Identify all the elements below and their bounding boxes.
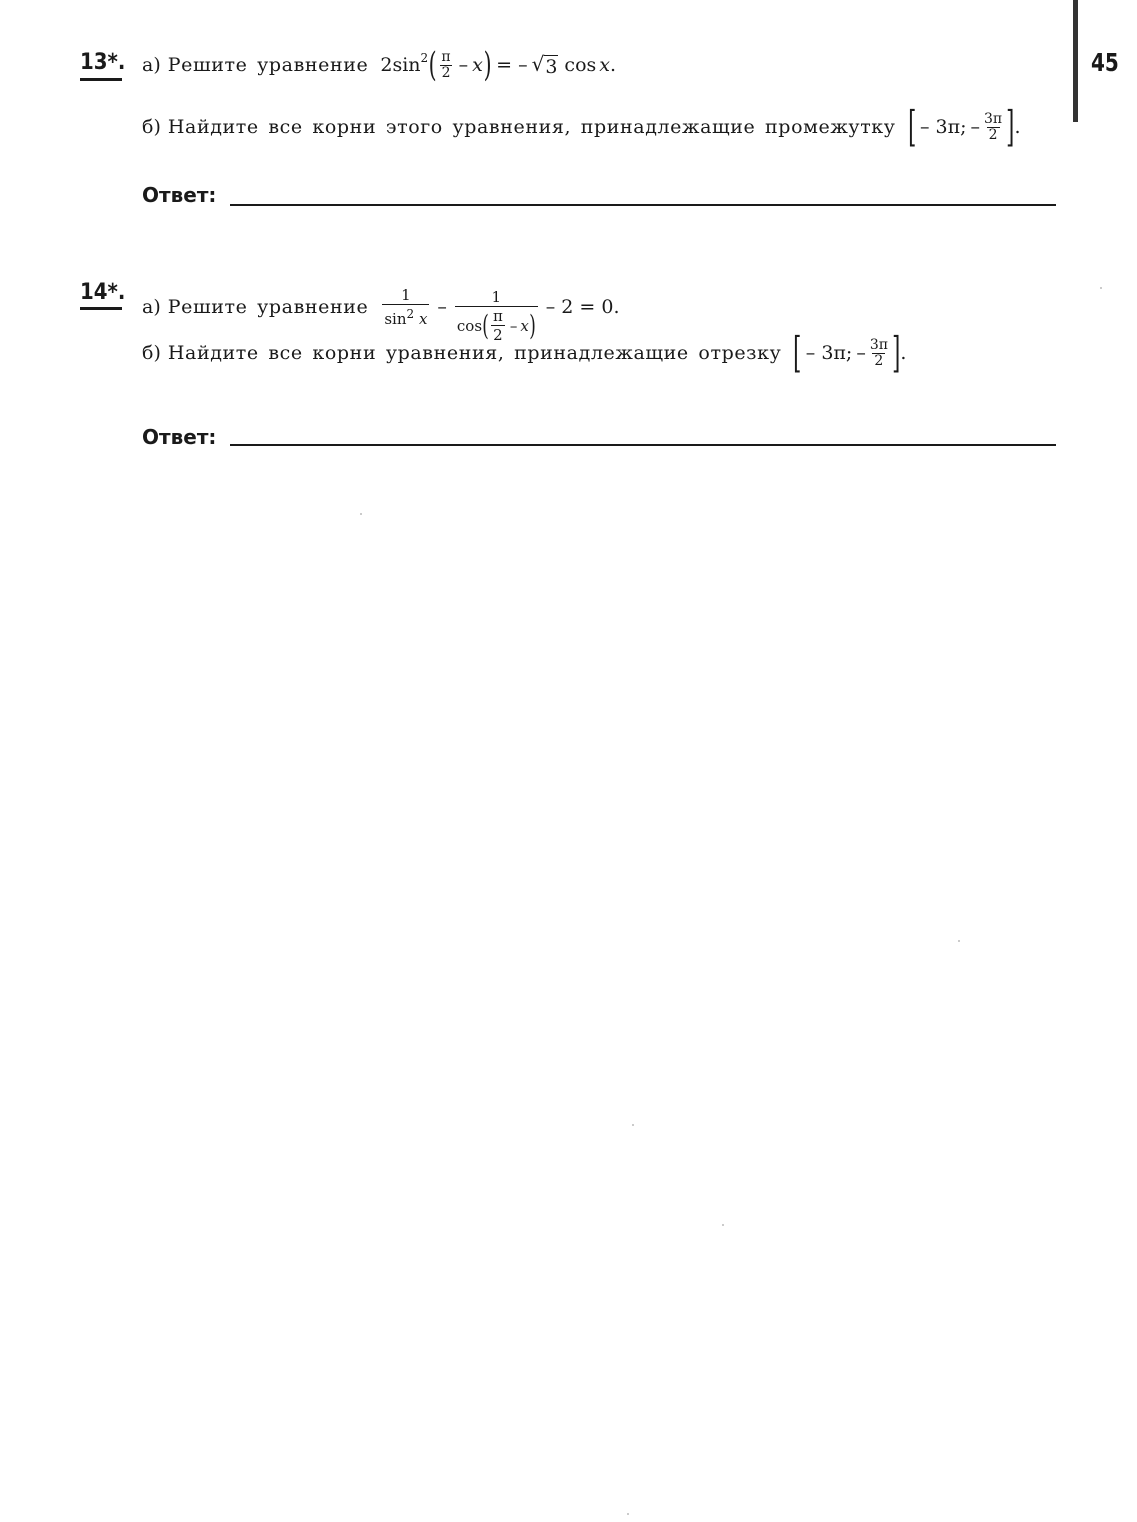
cos-function: cos [564, 54, 597, 76]
denominator [382, 304, 429, 328]
part-label: а) [142, 54, 161, 76]
minus-sign: – [970, 116, 980, 138]
numerator: π [492, 307, 503, 325]
answer-label: Ответ: [142, 183, 217, 207]
variable-x: x [520, 316, 529, 335]
scan-speck [722, 1224, 724, 1226]
right-paren: ) [483, 45, 492, 85]
part-label: б) [142, 342, 161, 364]
scan-speck [1100, 287, 1102, 289]
task-13-part-b [142, 102, 1021, 151]
task-number: 13*. [80, 50, 126, 75]
eq-exponent: 2 [420, 51, 429, 65]
part-label: б) [142, 116, 161, 138]
variable-x: x [599, 54, 610, 76]
part-text: Решите уравнение [167, 296, 369, 318]
left-bracket: [ [793, 328, 802, 377]
numerator: 3π [983, 110, 1003, 127]
eq-lead: 2sin [380, 54, 421, 76]
left-bracket: [ [907, 102, 916, 151]
numerator: 1 [491, 288, 502, 306]
minus-sign: – [437, 296, 447, 318]
scan-speck [958, 940, 960, 942]
numerator: 1 [401, 286, 411, 304]
denominator: 2 [874, 352, 884, 369]
page-number: 45 [1091, 48, 1119, 77]
fraction-pi-over-2 [439, 50, 452, 81]
answer-label: Ответ: [142, 425, 217, 449]
equals-minus: = – [496, 54, 528, 76]
task-number: 14*. [80, 280, 126, 305]
interval-left: – 3π; [805, 342, 853, 364]
left-paren: ( [428, 45, 437, 85]
page-edge-rule [1073, 0, 1078, 122]
period: . [609, 54, 617, 76]
denominator: 2 [493, 326, 503, 344]
numerator: π [441, 48, 451, 65]
right-bracket: ] [1006, 102, 1015, 151]
interval-13 [907, 102, 1021, 151]
sqrt-3 [532, 52, 559, 78]
interval-left: – 3π; [919, 116, 967, 138]
numerator: 3π [869, 336, 888, 353]
denominator: 2 [988, 126, 998, 143]
minus-sign: – [509, 316, 518, 335]
variable-x: x [418, 310, 428, 328]
period: . [900, 342, 907, 364]
task-number-underline [80, 78, 122, 81]
task-13-part-a [142, 45, 617, 85]
right-paren: ) [529, 308, 536, 342]
part-label: а) [142, 296, 161, 318]
equation-13 [380, 45, 617, 85]
part-text: Найдите все корни этого уравнения, принадлежащие промежутку [167, 116, 896, 138]
variable-x: x [472, 54, 483, 76]
fraction-3pi-over-2 [868, 338, 890, 369]
fraction-1-over-sin2x [382, 286, 429, 328]
scan-speck [632, 1124, 634, 1126]
scan-speck [360, 513, 362, 515]
minus-sign: – [856, 342, 866, 364]
part-text: Решите уравнение [167, 54, 369, 76]
task-number-underline [80, 307, 122, 310]
denominator: 2 [441, 64, 451, 81]
equation-tail: – 2 = 0. [545, 296, 620, 318]
left-paren: ( [482, 308, 489, 342]
answer-line[interactable] [230, 444, 1056, 446]
minus-sign: – [458, 54, 469, 76]
exponent: 2 [406, 307, 415, 321]
interval-14 [793, 328, 907, 377]
answer-line[interactable] [230, 204, 1056, 206]
sqrt-symbol: √ [531, 52, 545, 76]
cos-function: cos [456, 316, 483, 335]
period: . [1014, 116, 1021, 138]
fraction-3pi-over-2 [982, 112, 1004, 143]
right-bracket: ] [892, 328, 901, 377]
scan-speck [627, 1513, 629, 1515]
sqrt-argument: 3 [545, 56, 558, 78]
sin-function: sin [384, 310, 407, 328]
part-text: Найдите все корни уравнения, принадлежащие отрезку [167, 342, 782, 364]
task-14-part-b [142, 328, 907, 377]
